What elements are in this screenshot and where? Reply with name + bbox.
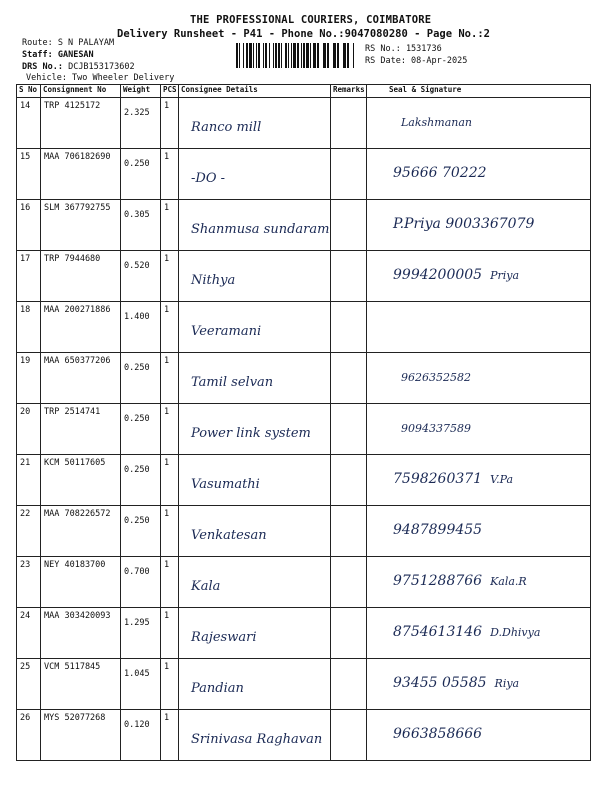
consignee-name: Tamil selvan [191,375,274,390]
consignment-number: KCM 50117605 [41,455,121,506]
serial-number: 16 [17,200,41,251]
pcs-value: 1 [161,149,179,200]
signature-mark: Kala.R [490,575,527,588]
barcode-bar [301,43,302,68]
consignee-cell [179,251,331,302]
consignee-cell [179,200,331,251]
barcode-bar [273,43,274,68]
barcode-bar [285,43,287,68]
seal-signature-cell [367,455,591,506]
barcode-bar [239,43,240,68]
serial-number: 20 [17,404,41,455]
signature-mark: Lakshmanan [401,116,472,129]
rs-date: RS Date: 08-Apr-2025 [365,56,468,66]
document-title: THE PROFESSIONAL COURIERS, COIMBATORE [190,14,432,26]
table-row [17,455,591,506]
seal-phone [393,675,600,691]
consignee-name: Shanmusa sundaram [191,222,330,237]
seal-signature-cell [367,200,591,251]
pcs-value: 1 [161,659,179,710]
table-row [17,506,591,557]
seal-signature-cell [367,149,591,200]
seal-signature-cell [367,302,591,353]
consignment-number: NEY 40183700 [41,557,121,608]
consignee-cell [179,506,331,557]
pcs-value: 1 [161,557,179,608]
table-row [17,608,591,659]
weight-value: 1.295 [121,608,161,659]
consignment-number: MAA 706182690 [41,149,121,200]
consignee-name: Vasumathi [191,477,260,492]
pcs-value: 1 [161,200,179,251]
serial-number: 23 [17,557,41,608]
seal-number: 9487899455 [393,522,483,538]
weight-value: 1.400 [121,302,161,353]
table-row [17,200,591,251]
staff-line [22,50,94,60]
route-label: Route: S N PALAYAM [22,38,115,48]
pcs-value: 1 [161,608,179,659]
seal-signature-cell [367,98,591,149]
drs-label: DRS No.: [22,62,63,72]
consignment-number: VCM 5117845 [41,659,121,710]
barcode-bar [263,43,264,68]
column-header: Remarks [331,85,367,98]
consignment-number: SLM 367792755 [41,200,121,251]
runsheet-subtitle: Delivery Runsheet - P41 - Phone No.:9047080280 - Page No.:2 [117,28,490,40]
pcs-value: 1 [161,404,179,455]
seal-phone [393,522,600,538]
table-header-row [17,85,591,98]
weight-value: 0.250 [121,455,161,506]
signature-mark: D.Dhivya [490,626,541,639]
seal-phone [393,420,600,436]
serial-number: 18 [17,302,41,353]
seal-phone [393,318,600,334]
consignee-name: Power link system [191,426,311,441]
table-row [17,149,591,200]
barcode-bar [288,43,289,68]
consignment-number: MAA 303420093 [41,608,121,659]
serial-number: 26 [17,710,41,761]
barcode-bar [353,43,354,68]
column-header: PCS [161,85,179,98]
pcs-value: 1 [161,251,179,302]
seal-signature-cell [367,710,591,761]
barcode-bar [253,43,254,68]
table-row [17,353,591,404]
seal-signature-cell [367,506,591,557]
consignment-number: TRP 7944680 [41,251,121,302]
barcode-graphic [236,43,354,68]
seal-signature-cell [367,251,591,302]
runsheet-table [16,84,591,761]
seal-phone [393,216,600,232]
seal-phone [393,624,600,640]
signature-mark: Priya [490,269,520,282]
barcode-bar [347,43,349,68]
table-row [17,404,591,455]
seal-phone [393,726,600,742]
seal-number: 7598260371 [393,471,483,487]
barcode-bar [246,43,248,68]
serial-number: 22 [17,506,41,557]
seal-number: 9663858666 [393,726,483,742]
weight-value: 0.250 [121,506,161,557]
signature-mark: 9094337589 [401,422,471,435]
barcode-bar [293,43,296,68]
seal-signature-cell [367,608,591,659]
consignment-number: MAA 708226572 [41,506,121,557]
weight-value: 0.305 [121,200,161,251]
table-row [17,557,591,608]
staff-name: GANESAN [57,50,94,60]
barcode-bar [243,43,244,68]
barcode-bar [317,43,319,68]
rs-number: RS No.: 1531736 [365,44,442,54]
column-header: Seal & Signature [367,85,591,98]
consignee-cell [179,98,331,149]
signature-mark: Riya [494,677,520,690]
column-header: Consignee Details [179,85,331,98]
barcode-bar [291,43,292,68]
consignee-cell [179,659,331,710]
pcs-value: 1 [161,302,179,353]
weight-value: 2.325 [121,98,161,149]
barcode-bar [265,43,267,68]
table-row [17,710,591,761]
column-header: S No [17,85,41,98]
table-row [17,659,591,710]
consignee-name: Srinivasa Raghavan [191,732,323,747]
serial-number: 19 [17,353,41,404]
barcode-bar [306,43,309,68]
pcs-value: 1 [161,506,179,557]
barcode-bar [281,43,282,68]
serial-number: 24 [17,608,41,659]
barcode-bar [269,43,270,68]
weight-value: 0.250 [121,149,161,200]
barcode-bar [278,43,280,68]
barcode-bar [310,43,311,68]
table-row [17,98,591,149]
barcode-bar [258,43,260,68]
barcode-bar [303,43,305,68]
consignee-name: Pandian [191,681,244,696]
seal-phone [393,369,600,385]
consignee-name: Rajeswari [191,630,257,645]
table-row [17,302,591,353]
seal-number: 93455 05585 [393,675,487,691]
consignee-name: Ranco mill [191,120,262,135]
consignee-name: Veeramani [191,324,262,339]
consignee-cell [179,149,331,200]
barcode-bar [275,43,277,68]
pcs-value: 1 [161,98,179,149]
seal-phone [393,471,600,487]
table-row [17,251,591,302]
consignee-name: Nithya [191,273,236,288]
barcode-bar [323,43,326,68]
seal-phone [393,114,600,130]
column-header: Weight [121,85,161,98]
consignment-number: TRP 4125172 [41,98,121,149]
seal-number: P.Priya 9003367079 [393,216,535,232]
seal-signature-cell [367,659,591,710]
barcode-bar [249,43,252,68]
seal-number: 8754613146 [393,624,483,640]
barcode-bar [313,43,316,68]
barcode-bar [256,43,257,68]
consignee-cell [179,455,331,506]
barcode-bar [343,43,346,68]
seal-phone [393,267,600,283]
consignee-name: -DO - [191,171,225,186]
consignment-number: MAA 650377206 [41,353,121,404]
seal-phone [393,165,600,181]
pcs-value: 1 [161,353,179,404]
seal-phone [393,573,600,589]
serial-number: 17 [17,251,41,302]
column-header: Consignment No [41,85,121,98]
weight-value: 0.120 [121,710,161,761]
seal-signature-cell [367,404,591,455]
signature-mark: V.Pa [490,473,514,486]
weight-value: 1.045 [121,659,161,710]
seal-number: 9751288766 [393,573,483,589]
pcs-value: 1 [161,455,179,506]
weight-value: 0.700 [121,557,161,608]
pcs-value: 1 [161,710,179,761]
weight-value: 0.250 [121,404,161,455]
serial-number: 25 [17,659,41,710]
serial-number: 14 [17,98,41,149]
weight-value: 0.250 [121,353,161,404]
seal-number: 9994200005 [393,267,483,283]
seal-signature-cell [367,353,591,404]
consignee-cell [179,557,331,608]
consignee-cell [179,608,331,659]
barcode-bar [297,43,299,68]
consignee-cell [179,353,331,404]
consignee-name: Kala [191,579,221,594]
consignee-cell [179,302,331,353]
drs-line [22,62,135,72]
consignee-cell [179,710,331,761]
staff-label: Staff: [22,50,53,60]
seal-signature-cell [367,557,591,608]
signature-mark: 9626352582 [401,371,471,384]
vehicle-label: Vehicle: Two Wheeler Delivery [26,73,175,83]
consignee-name: Venkatesan [191,528,267,543]
seal-number: 95666 70222 [393,165,487,181]
barcode-bar [236,43,238,68]
barcode-bar [333,43,336,68]
consignee-cell [179,404,331,455]
consignment-number: MYS 52077268 [41,710,121,761]
consignment-number: TRP 2514741 [41,404,121,455]
barcode-bar [337,43,339,68]
serial-number: 21 [17,455,41,506]
serial-number: 15 [17,149,41,200]
drs-number: DCJB153173602 [68,62,135,72]
barcode-bar [327,43,329,68]
weight-value: 0.520 [121,251,161,302]
consignment-number: MAA 200271886 [41,302,121,353]
